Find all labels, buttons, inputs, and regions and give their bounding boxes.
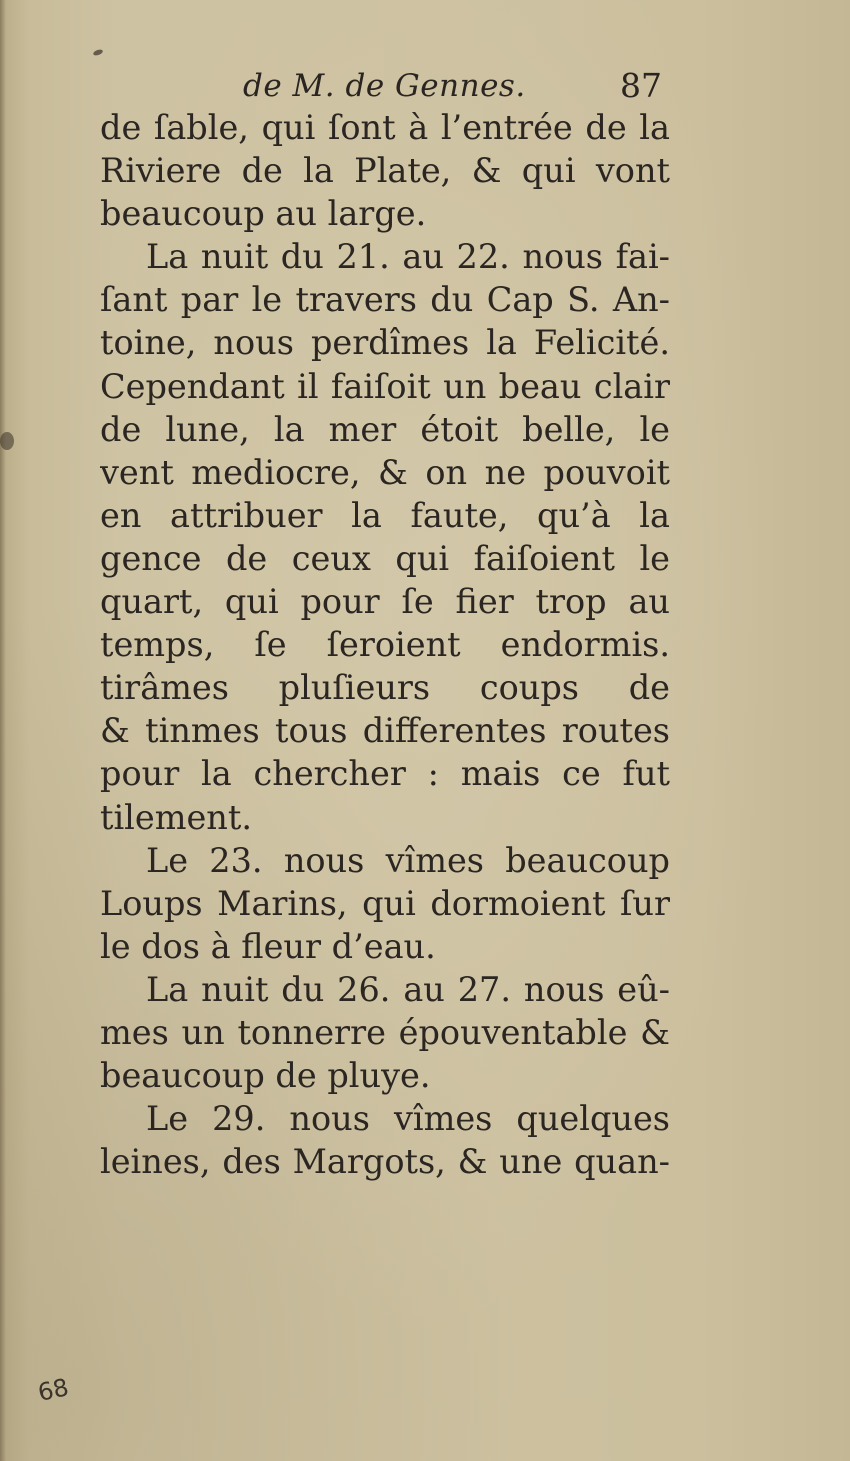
text-line: beaucoup de pluye. [100, 1056, 431, 1096]
text-line: en attribuer la faute, qu’à la [100, 495, 670, 535]
text-line: gence de ceux qui faiſoient le [100, 538, 670, 578]
text-line: Cependant il faiſoit un beau clair [100, 366, 670, 406]
text-line: Le 29. nous vîmes quelques [146, 1099, 670, 1139]
text-line: Le 23. nous vîmes beaucoup [146, 840, 670, 880]
text-line: beaucoup au large. [100, 194, 427, 234]
ink-speck [0, 432, 14, 450]
body-text [100, 106, 670, 1183]
text-line: tirâmes pluſieurs coups de [100, 668, 670, 708]
ink-speck [92, 48, 103, 56]
text-line: temps, ſe ſeroient endormis. [100, 625, 670, 665]
text-line: de ſable, qui ſont à l’entrée de la [100, 108, 670, 147]
text-line: vent mediocre, & on ne pouvoit [100, 452, 670, 492]
running-title: de M. de Gennes. [243, 68, 526, 104]
text-line: & tinmes tous differentes routes [100, 711, 670, 751]
text-line: La nuit du 21. au 22. nous fai- [146, 237, 670, 277]
text-line: de lune, la mer étoit belle, le [100, 409, 670, 449]
text-line: quart, qui pour ſe fier trop au [100, 582, 670, 622]
text-line: Loups Marins, qui dormoient ſur [100, 883, 670, 923]
text-line: toine, nous perdîmes la Felicité. [100, 323, 670, 363]
text-line: pour la chercher : mais ce fut [100, 754, 670, 794]
text-line: Riviere de la Plate, & qui vont [100, 151, 670, 191]
text-line: ſant par le travers du Cap S. An- [100, 280, 670, 320]
page-binding-edge [0, 0, 6, 1461]
page-number: 87 [620, 66, 662, 105]
text-line: leines, des Margots, & une quan- [100, 1142, 670, 1182]
text-line: mes un tonnerre épouventable & [100, 1012, 670, 1052]
margin-handwritten-number: 68 [35, 1373, 72, 1407]
text-line: tilement. [100, 797, 252, 837]
text-line: La nuit du 26. au 27. nous eû- [146, 969, 670, 1009]
text-line: le dos à fleur d’eau. [100, 926, 436, 966]
